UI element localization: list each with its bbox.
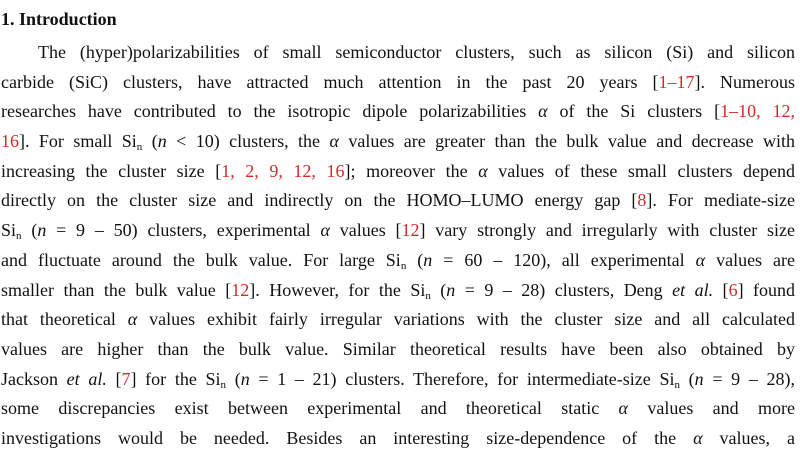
italic-text: α [695,249,706,270]
text-run: < 10) clusters, the [166,131,330,152]
citation-link[interactable]: 1–10, 12, [720,101,795,122]
text-run: The (hyper)polarizabilities of small semiconductor clusters, such as silicon (Si) and silicon [38,42,795,62]
italic-text: n [423,249,433,270]
text-run: = 9 – 28), [703,368,795,389]
text-run: ( [21,220,38,241]
text-run: ( [406,249,424,270]
text-run: ] found [737,279,795,300]
italic-text: n [37,220,47,241]
text-run: carbide (SiC) clusters, have attracted much attention in the past 20 years [ [1,71,659,92]
text-run: values are greater than the bulk value and decrease with [338,131,795,152]
italic-text: α [538,101,548,122]
text-run: of the Si clusters [ [547,101,721,122]
paragraph-line [1,365,795,395]
subscript: n [425,289,431,302]
text-run: ( [679,368,695,389]
text-run: ]. Numerous [694,71,795,92]
text-run: ] for the Si [130,368,221,389]
text-run: directly on the cluster size and indirectly on the HOMO–LUMO energy gap [ [1,190,638,211]
text-run: increasing the cluster size [ [1,160,222,181]
text-run: [ [106,368,122,389]
subscript: n [220,378,227,391]
italic-text: α [320,220,330,241]
text-run: values are higher than the bulk value. Similar theoretical results have been also obtained by [1,338,795,359]
text-run: researches have contributed to the isotropic dipole polarizabilities [1,101,539,122]
italic-text: α [329,131,339,152]
citation-link[interactable]: 7 [121,368,131,389]
text-run: = 60 – 120), all experimental [432,249,696,270]
text-run: values, a [702,427,795,448]
text-run: ]; moreover the [344,160,479,181]
introduction-paragraph [1,38,795,454]
italic-text: n [240,368,250,389]
subscript: n [674,378,680,391]
citation-link[interactable]: 1, 2, 9, 12, 16 [221,160,345,181]
paragraph-line [1,127,795,157]
text-run: Jackson [1,368,67,389]
paragraph-line [1,276,795,306]
citation-link[interactable]: 8 [637,190,647,211]
paragraph-line [1,216,795,246]
italic-text: et al. [672,279,714,300]
paragraph-line [1,424,795,454]
subscript: n [16,230,22,243]
paragraph-line [1,394,795,424]
italic-text: et al. [66,368,107,389]
paragraph-line [1,68,795,98]
paragraph-line [1,246,795,276]
text-run: smaller than the bulk value [ [1,279,232,300]
text-run: investigations would be needed. Besides an interesting size-dependence of the [1,427,694,448]
text-run: ] vary strongly and irregularly with cluster size [419,220,795,241]
text-run: values exhibit fairly irregular variations with the cluster size and all calculated [137,309,795,330]
text-run: ( [142,131,158,152]
paragraph-line [1,305,795,335]
section-heading: 1. Introduction [1,9,117,29]
text-run: ( [430,279,447,300]
text-run: ]. However, for the Si [249,279,426,300]
text-run: values [ [329,220,402,241]
citation-link[interactable]: 16 [1,131,19,152]
paragraph-line [1,38,795,68]
paragraph-line [1,335,795,365]
text-run: values of these small clusters depend [487,160,795,181]
citation-link[interactable]: 6 [728,279,738,300]
italic-text: α [693,427,703,448]
text-run: that theoretical [1,309,128,330]
text-run: = 1 – 21) clusters. Therefore, for intermediate-size Si [249,368,675,389]
text-run: some discrepancies exist between experimental and theoretical static [1,398,619,419]
text-run: Si [1,220,17,241]
italic-text: n [157,131,167,152]
text-run: and fluctuate around the bulk value. For large Si [1,249,401,270]
text-run: = 9 – 50) clusters, experimental [46,220,321,241]
text-run: ]. For mediate-size [646,190,795,211]
text-run: ]. For small Si [19,131,137,152]
paragraph-line [1,97,795,127]
italic-text: n [446,279,456,300]
italic-text: α [127,309,138,330]
italic-text: α [478,160,488,181]
italic-text: n [694,368,704,389]
citation-link[interactable]: 12 [231,279,250,300]
text-run: [ [713,279,729,300]
text-run: ( [226,368,241,389]
subscript: n [400,259,407,272]
citation-link[interactable]: 1–17 [658,71,695,92]
paragraph-line [1,157,795,187]
text-run: values and more [628,398,795,419]
text-run: = 9 – 28) clusters, Deng [455,279,673,300]
subscript: n [136,141,143,154]
italic-text: α [618,398,628,419]
text-run: values are [705,249,795,270]
citation-link[interactable]: 12 [401,220,420,241]
paragraph-line [1,186,795,216]
